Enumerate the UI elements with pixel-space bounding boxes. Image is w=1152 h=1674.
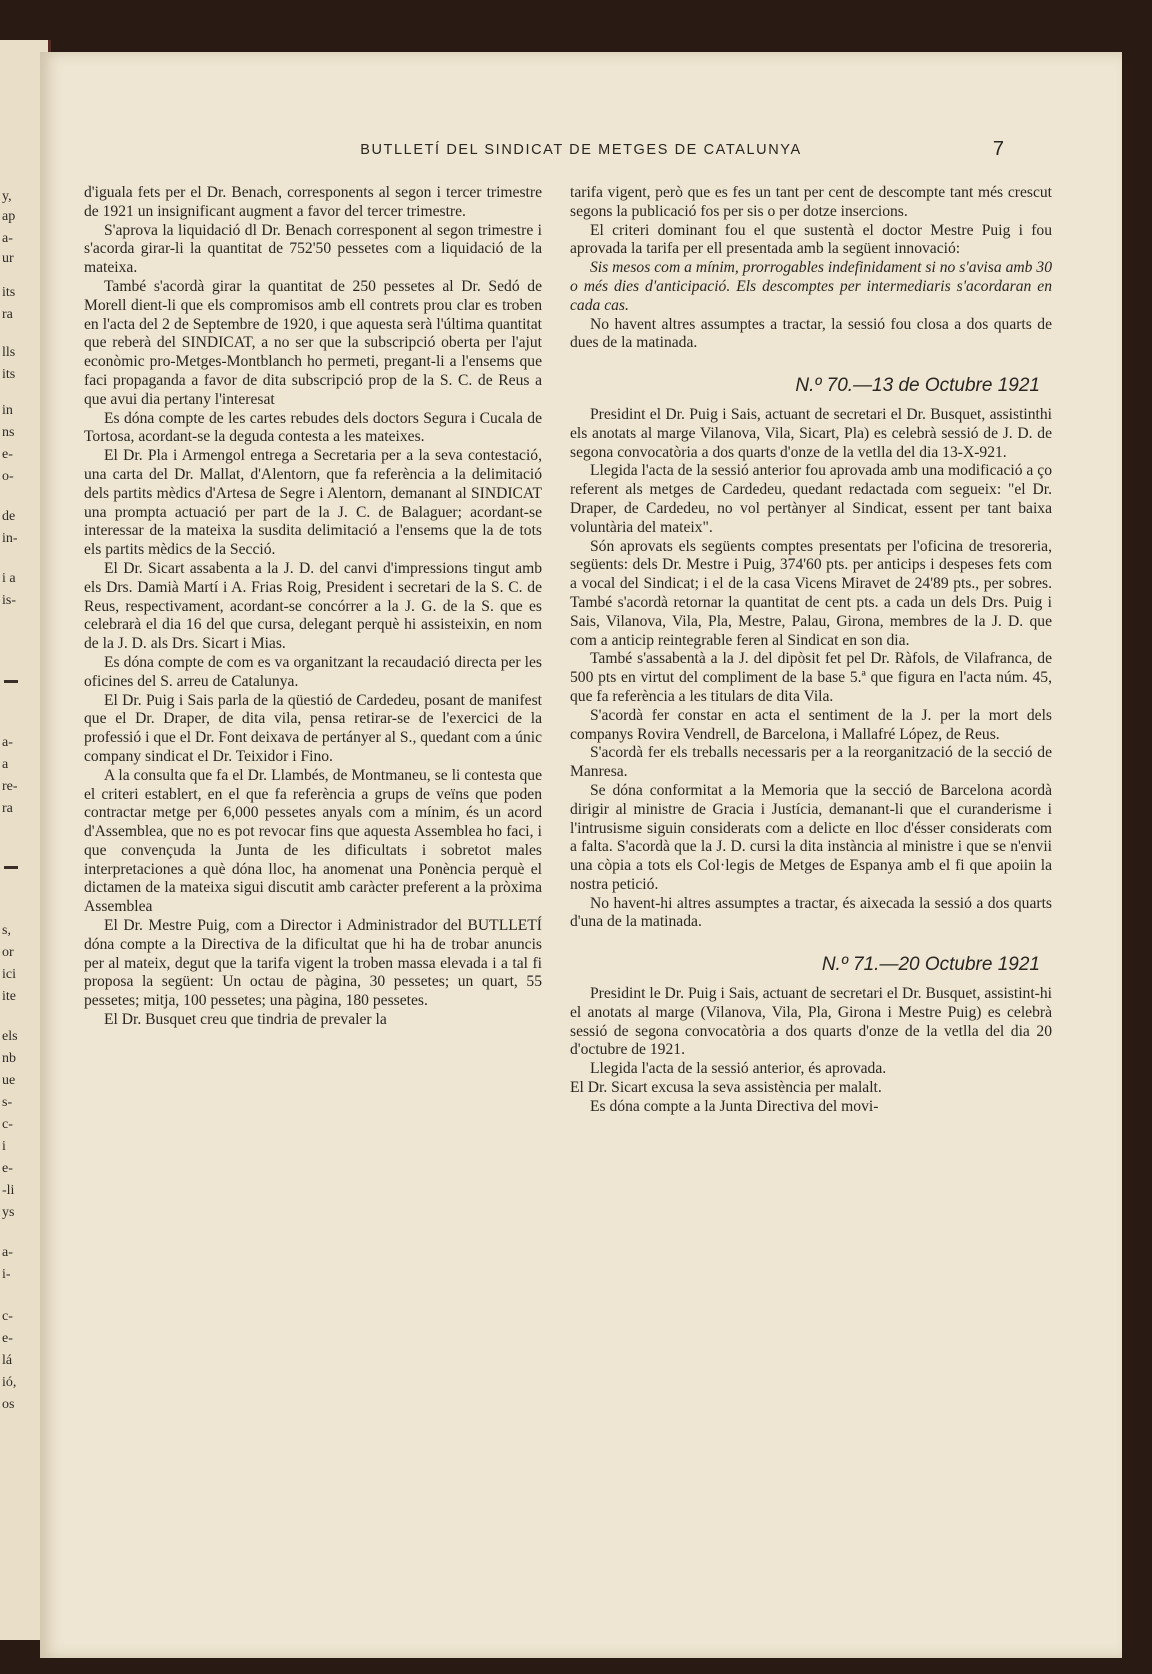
margin-fragment: in- (2, 531, 18, 546)
margin-fragment: is- (2, 593, 16, 608)
running-title: BUTLLETÍ DEL SINDICAT DE METGES DE CATALUNYA (360, 142, 802, 158)
paragraph: Llegida l'acta de la sessió anterior, és aprovada. (590, 1060, 887, 1078)
margin-fragment: a- (2, 1245, 13, 1260)
paragraph: El Dr. Sicart assabenta a la J. D. del canvi d'impressions tingut amb els Drs. Damià Martí i A. Frias Roig, President i secretari de la S. C. de Reus, respectivament, acordant-se concórrer a la J. G. de la S. que es celebrarà el dia 16 del que cursa, delegant perquè hi assisteixin, en nom de la J. D. als Drs. Sicart i Mias. (84, 559, 542, 653)
document-page (40, 52, 1122, 1658)
margin-rule (4, 680, 18, 683)
paragraph: S'acordà fer constar en acta el sentiment de la J. per la mort dels companys Rovira Vendrell, de Barcelona, i Mallafré López, de Reus. (570, 706, 1052, 743)
margin-fragment: c- (2, 1117, 13, 1132)
margin-fragment: i (2, 1139, 6, 1154)
paragraph: d'iguala fets per el Dr. Benach, corresponents al segon i tercer trimestre de 1921 un insignificant augment a favor del tercer trimestre. (84, 184, 542, 220)
margin-fragment: a (2, 757, 9, 772)
paragraph: Llegida l'acta de la sessió anterior fou aprovada amb una modificació a ço referent als metges de Cardedeu, quedant redactada com segueix: "el Dr. Draper, de Cardedeu, no vol pertànyer al Sindicat, essent per tant baixa voluntària del mateix". (570, 462, 1052, 536)
margin-fragment: a- (2, 231, 13, 246)
margin-fragment: de (2, 509, 16, 524)
margin-fragment: e- (2, 1331, 13, 1346)
paragraph: El Dr. Mestre Puig, com a Director i Administrador del BUTLLETÍ dóna compte a la Directiva de la dificultat que hi ha de trobar anuncis per al mateix, degut que la tarifa vigent la troben massa elevada i a tal fi proposa la següent: Un octau de pàgina, 30 pessetes; un quart, 55 pessetes; mitja, 100 pessetes; una pàgina, 180 pessetes. (84, 917, 542, 1010)
margin-fragment: os (2, 1397, 15, 1412)
margin-fragment: ici (2, 967, 16, 982)
paragraph: Es dóna compte a la Junta Directiva del movi- (590, 1097, 879, 1115)
paragraph: Presidint le Dr. Puig i Sais, actuant de secretari el Dr. Busquet, assistint-hi el anotats al marge (Vilanova, Vila, Pla, Girona i Mestre Puig) es celebrà sessió de segona convocatòria a dos quarts d'onze de la vetlla del dia 20 d'octubre de 1921. (570, 985, 1052, 1059)
paragraph: Presidint el Dr. Puig i Sais, actuant de secretari el Dr. Busquet, assistinthi els anotats al marge Vilanova, Vila, Sicart, Pla) es celebrà sessió de J. D. de segona convocatòria a dos quarts d'onze de la vetlla del dia 13-X-921. (570, 405, 1052, 461)
paragraph: No havent-hi altres assumptes a tractar, és aixecada la sessió a dos quarts d'una de la matinada. (570, 894, 1052, 931)
margin-fragment: ra (2, 307, 13, 322)
right-column (570, 184, 1052, 1117)
paragraph: Se dóna conformitat a la Memoria que la secció de Barcelona acordà dirigir al ministre de Gracia i Justícia, demanant-li que el curanderisme i l'intrusisme siguin considerats com a delicte en lloc d'ésser considerats com a falta. S'acordà que la J. D. cursi la dita instància al ministre i que se n'envii una còpia a tots els Col·legis de Metges de Espanya amb el fi que apoiin la nostra petició. (570, 781, 1052, 893)
margin-fragment: y, (2, 189, 12, 204)
margin-fragment: ns (2, 425, 15, 440)
margin-fragment: s, (2, 923, 11, 938)
margin-fragment: lls (2, 345, 16, 360)
paragraph: Es dóna compte de les cartes rebudes dels doctors Segura i Cucala de Tortosa, acordant-se la deguda contesta a les mateixes. (84, 409, 542, 446)
tariff-terms: Sis mesos com a mínim, prorrogables indefinidament si no s'avisa amb 30 o més dies d'anticipació. Els descomptes per intermediaris s'acordaran en cada cas. (570, 259, 1052, 314)
margin-fragment: its (2, 367, 16, 382)
margin-fragment: ue (2, 1073, 16, 1088)
margin-fragment: e- (2, 447, 13, 462)
margin-fragment: i- (2, 1267, 11, 1282)
paragraph: S'aprova la liquidació dl Dr. Benach corresponent al segon trimestre i s'acorda girar-li la quantitat de 752'50 pessetes com a liquidació de la mateixa. (84, 221, 542, 277)
margin-fragment: -li (2, 1183, 15, 1198)
margin-fragment: its (2, 285, 16, 300)
margin-fragment: s- (2, 1095, 13, 1110)
margin-fragment: or (2, 945, 14, 960)
margin-rule (4, 866, 18, 869)
margin-fragment: a- (2, 735, 13, 750)
paragraph: El Dr. Puig i Sais parla de la qüestió de Cardedeu, posant de manifest que el Dr. Draper, de dita vila, pensa retirar-se de l'exercici de la professió i que el Dr. Font deixava de pertányer al S., quedant com a únic company sindicat el Dr. Teixidor i Fino. (84, 691, 542, 765)
paragraph: tarifa vigent, però que es fes un tant per cent de descompte tant més crescut segons la publicació fos per sis o per dotze insercions. (570, 184, 1052, 220)
left-column (84, 184, 542, 1030)
session-71-heading: N.º 71.—20 Octubre 1921 (821, 954, 1040, 976)
margin-fragment: c- (2, 1309, 13, 1324)
page-number: 7 (992, 138, 1004, 160)
paragraph: A la consulta que fa el Dr. Llambés, de Montmaneu, se li contesta que el criteri establert, en el que fa referència a grups de veïns que poden contractar metge per 6,000 pessetes anyals com a mínim, és un acord d'Assemblea, que no es pot revocar fins que aquesta Assemblea ho faci, i que convençuda la Junta de les dificultats i sobretot males interpretaciones a què dóna lloc, ha anomenat una Ponència perquè el dictamen de la mateixa sigui discutit amb caràcter preferent a la pròxima Assemblea (84, 766, 542, 916)
margin-fragment: ite (2, 989, 16, 1004)
margin-fragment: ap (2, 209, 16, 224)
paragraph: El Dr. Busquet creu que tindria de prevaler la (104, 1011, 387, 1029)
margin-fragment: ió, (2, 1375, 17, 1390)
session-70-heading: N.º 70.—13 de Octubre 1921 (795, 375, 1040, 397)
paragraph: El Dr. Sicart excusa la seva assistència per malalt. (570, 1079, 882, 1097)
margin-fragment: o- (2, 469, 14, 484)
paragraph: El Dr. Pla i Armengol entrega a Secretaria per a la seva contestació, una carta del Dr. Mallat, d'Alentorn, que fa referència a la delimitació dels partits mèdics d'Artesa de Segre i Alentorn, demanant al SINDICAT una prompta actuació per part de la J. C. de Balaguer; acordant-se interessar de la mateixa la susdita delimitació a l'ensems que la de tots els partits mèdics de la Secció. (84, 447, 542, 559)
paragraph: També s'assabentà a la J. del dipòsit fet pel Dr. Ràfols, de Vilafranca, de 500 pts en virtut del compliment de la base 5.ª que figura en l'acta núm. 45, que fa referència a les titulars de dita Vila. (570, 650, 1052, 705)
margin-fragment: els (2, 1029, 18, 1044)
paragraph: El criteri dominant fou el que sustentà el doctor Mestre Puig i fou aprovada la tarifa per ell presentada amb la següent innovació: (570, 221, 1052, 258)
paragraph: S'acordà fer els treballs necessaris per a la reorganització de la secció de Manresa. (570, 744, 1052, 781)
margin-fragment: e- (2, 1161, 13, 1176)
paragraph: Són aprovats els següents comptes presentats per l'oficina de tresoreria, següents: dels Dr. Mestre i Puig, 374'60 pts. per anticips i despeses fets com a vocal del Sindicat; i el de la casa Vicens Miravet de 24'89 pts., per sobres. També s'acordà retornar la quantitat de cent pts. a cada un dels Drs. Puig i Sais, Vilanova, Vila, Pla, Mestre, Palau, Girona, membres de la J. D. que com a anticip reintegrable feren al Sindicat en son dia. (570, 537, 1052, 649)
margin-fragment: ur (2, 251, 14, 266)
paragraph: També s'acordà girar la quantitat de 250 pessetes al Dr. Sedó de Morell dient-li que els compromisos amb ell contrets prou clar es troben en l'acta del 2 de Septembre de 1920, i que aquesta serà l'última quantitat que reberà del SINDICAT, a no ser que la subscripció oberta per l'ajut econòmic pro-Metges-Montblanch ho permeti, pregant-li a l'ensems que faci propaganda a favor de dita subscripció prop de la S. C. de Reus a que avui dia pertany l'interesat (84, 277, 542, 408)
margin-fragment: in (2, 403, 13, 418)
margin-fragment: ys (2, 1205, 15, 1220)
margin-fragment: ra (2, 801, 13, 816)
margin-fragment: re- (2, 779, 18, 794)
paragraph: No havent altres assumptes a tractar, la sessió fou closa a dos quarts de dues de la matinada. (570, 315, 1052, 352)
margin-fragment: i a (2, 571, 16, 586)
margin-fragment: nb (2, 1051, 16, 1066)
margin-fragment: lá (2, 1353, 13, 1368)
paragraph: Es dóna compte de com es va organitzant la recaudació directa per les oficines del S. arreu de Catalunya. (84, 653, 542, 690)
